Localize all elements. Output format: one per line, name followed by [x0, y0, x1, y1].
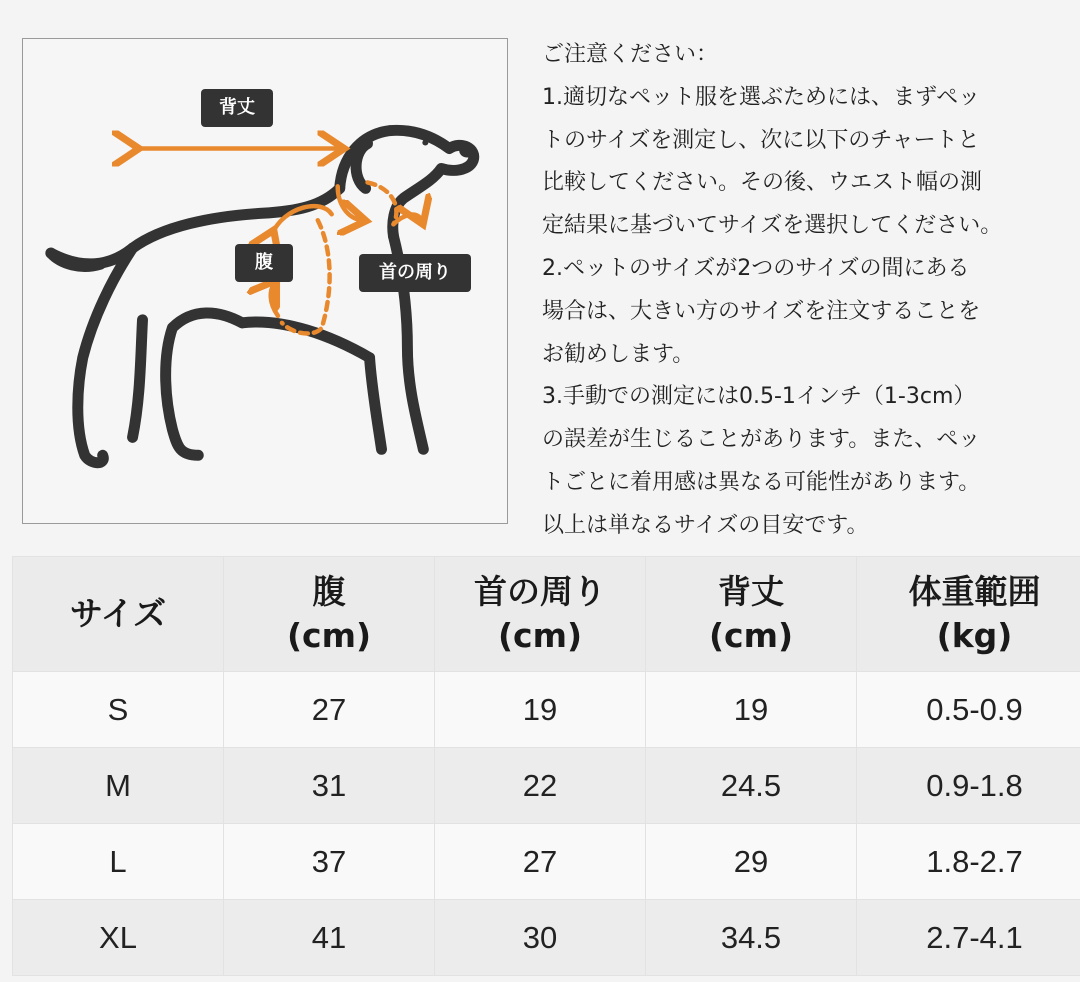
cell-weight: 0.5-0.9: [857, 672, 1080, 748]
cell-back-length: 29: [646, 824, 857, 900]
cell-neck: 30: [435, 900, 646, 976]
cell-neck: 27: [435, 824, 646, 900]
cell-weight: 0.9-1.8: [857, 748, 1080, 824]
cell-size: XL: [13, 900, 224, 976]
cell-back-length: 34.5: [646, 900, 857, 976]
cell-size: M: [13, 748, 224, 824]
size-chart-table: [12, 556, 1080, 976]
table-row: [13, 900, 1080, 976]
header-weight-range: 体重範囲 (kg): [857, 557, 1080, 672]
dog-nose-icon: [459, 144, 475, 158]
note-line: 場合は、大きい方のサイズを注文することを: [542, 298, 981, 324]
header-neck: 首の周り (cm): [435, 557, 646, 672]
cell-neck: 22: [435, 748, 646, 824]
cell-size: L: [13, 824, 224, 900]
cell-neck: 19: [435, 672, 646, 748]
neck-tag: 首の周り: [359, 254, 471, 292]
measurement-arrows: [135, 149, 422, 334]
back-length-tag: 背丈: [201, 89, 273, 127]
header-size: サイズ: [13, 557, 224, 672]
note-line: トごとに着用感は異なる可能性があります。: [542, 469, 981, 495]
cell-back-length: 19: [646, 672, 857, 748]
note-line: 2.ペットのサイズが2つのサイズの間にある: [542, 255, 970, 281]
cell-belly: 27: [224, 672, 435, 748]
table-row: [13, 824, 1080, 900]
dog-outline: [51, 130, 474, 462]
cell-weight: 1.8-2.7: [857, 824, 1080, 900]
cell-back-length: 24.5: [646, 748, 857, 824]
size-notes: [542, 34, 1074, 548]
table-row: [13, 672, 1080, 748]
cell-size: S: [13, 672, 224, 748]
note-line: 定結果に基づいてサイズを選択してください。: [542, 213, 1003, 239]
note-line: 1.適切なペット服を選ぶためには、まずペッ: [542, 84, 981, 110]
cell-belly: 41: [224, 900, 435, 976]
header-back-length: 背丈 (cm): [646, 557, 857, 672]
belly-tag: 腹: [235, 244, 293, 282]
note-line: の誤差が生じることがあります。また、ペッ: [542, 427, 981, 453]
cell-weight: 2.7-4.1: [857, 900, 1080, 976]
note-line: トのサイズを測定し、次に以下のチャートと: [542, 127, 980, 153]
note-line: 以上は単なるサイズの目安です。: [542, 512, 869, 538]
table-header-row: [13, 557, 1080, 672]
note-line: 3.手動での測定には0.5-1インチ（1-3cm）: [542, 384, 976, 410]
belly-arrow-bottom: [271, 284, 278, 316]
cell-belly: 31: [224, 748, 435, 824]
header-belly: 腹 (cm): [224, 557, 435, 672]
note-line: 比較してください。その後、ウエスト幅の測: [542, 170, 983, 196]
dog-eye-icon: [422, 140, 428, 146]
dog-measurement-diagram: [22, 38, 508, 524]
note-line: ご注意ください：: [542, 42, 719, 67]
cell-belly: 37: [224, 824, 435, 900]
table-row: [13, 748, 1080, 824]
note-line: お勧めします。: [542, 341, 695, 367]
